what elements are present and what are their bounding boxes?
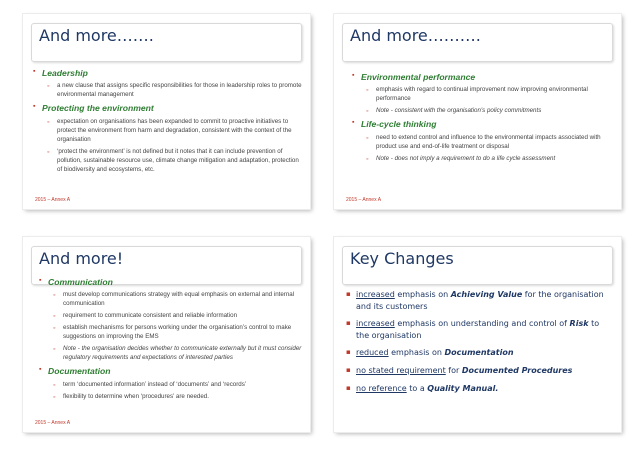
slide-title: Key Changes [350, 249, 454, 268]
change-topic: Documented Procedures [461, 365, 573, 375]
key-change-item [346, 383, 613, 395]
change-topic: Quality Manual. [427, 383, 499, 393]
change-qualifier: increased [356, 319, 395, 329]
change-topic: Risk [569, 319, 589, 329]
key-change-item [346, 365, 613, 377]
key-change-item [346, 289, 613, 312]
sub-bullet: ◦ emphasis with regard to continual improvement now improving environmental performance [352, 86, 613, 104]
slide-footer: 2015 – Annex A [35, 420, 71, 426]
sub-bullet: ◦ need to extend control and influence to the environmental impacts associated with product use and end-of-life treatment or disposal [352, 134, 613, 152]
sub-bullet-note: ◦ Note - consistent with the organisation’s policy commitments [352, 107, 613, 116]
change-topic: Documentation [444, 348, 514, 358]
slide-title: And more……. [39, 26, 154, 45]
change-topic: Achieving Value [450, 290, 523, 299]
key-change-item [346, 347, 613, 359]
slide-content [39, 277, 302, 404]
sub-bullet-note: ◦ Note - does not imply a requirement to do a life cycle assessment [352, 155, 613, 164]
slide-title: And more………. [350, 26, 481, 45]
slide-2 [334, 14, 621, 209]
change-text: emphasis on [388, 348, 445, 358]
sub-bullet: ◦ flexibility to determine when ‘procedures’ are needed. [39, 393, 302, 402]
slide-footer: 2015 – Annex A [346, 197, 382, 203]
change-qualifier: reduced [356, 348, 389, 358]
slide-content [346, 289, 613, 400]
change-text: emphasis on [394, 290, 451, 299]
sub-bullet-note: ◦ Note - the organisation decides whether to communicate externally but it must consider regulatory requirements and expectations of interested parties [39, 345, 302, 363]
slide-content [352, 72, 613, 167]
slide-3 [23, 237, 310, 432]
change-text: to a [406, 383, 428, 393]
sub-bullet: ◦ a new clause that assigns specific responsibilities for those in leadership roles to promote environmental management [33, 82, 302, 100]
bullet-heading: ▪ Communication [39, 277, 302, 287]
slide-title: And more! [39, 249, 124, 268]
change-text: for [445, 365, 462, 375]
bullet-heading: ▪ Leadership [33, 68, 302, 78]
change-text: to the organisation [356, 319, 600, 340]
sub-bullet: ◦ ‘protect the environment’ is not defined but it notes that it can include prevention of pollution, sustainable resource use, climate change mitigation and adaptation, protection of biodiversity and ecosystems, etc. [33, 148, 302, 175]
slide-footer: 2015 – Annex A [35, 197, 71, 203]
bullet-heading: ▪ Protecting the environment [33, 103, 302, 113]
sub-bullet: ◦ establish mechanisms for persons working under the organisation’s control to make suggestions on improving the EMS [39, 324, 302, 342]
change-qualifier: no reference [356, 383, 407, 393]
sub-bullet: ◦ expectation on organisations has been expanded to commit to proactive initiatives to protect the environment from harm and degradation, consistent with the context of the organisation [33, 118, 302, 145]
change-text: emphasis on understanding and control of [394, 319, 570, 329]
slide-1 [23, 14, 310, 209]
key-change-item [346, 318, 613, 341]
change-qualifier: increased [356, 290, 395, 299]
bullet-heading: ▪ Life-cycle thinking [352, 119, 613, 129]
change-text: for the organisation and its customers [356, 290, 604, 311]
bullet-heading: ▪ Documentation [39, 366, 302, 376]
sub-bullet: ◦ must develop communications strategy with equal emphasis on external and internal communication [39, 291, 302, 309]
sub-bullet: ◦ requirement to communicate consistent and reliable information [39, 312, 302, 321]
bullet-heading: ▪ Environmental performance [352, 72, 613, 82]
slide-content [33, 68, 302, 178]
slide-4 [334, 237, 621, 432]
change-qualifier: no stated requirement [356, 365, 446, 375]
sub-bullet: ◦ term ‘documented information’ instead of ‘documents’ and ‘records’ [39, 381, 302, 390]
